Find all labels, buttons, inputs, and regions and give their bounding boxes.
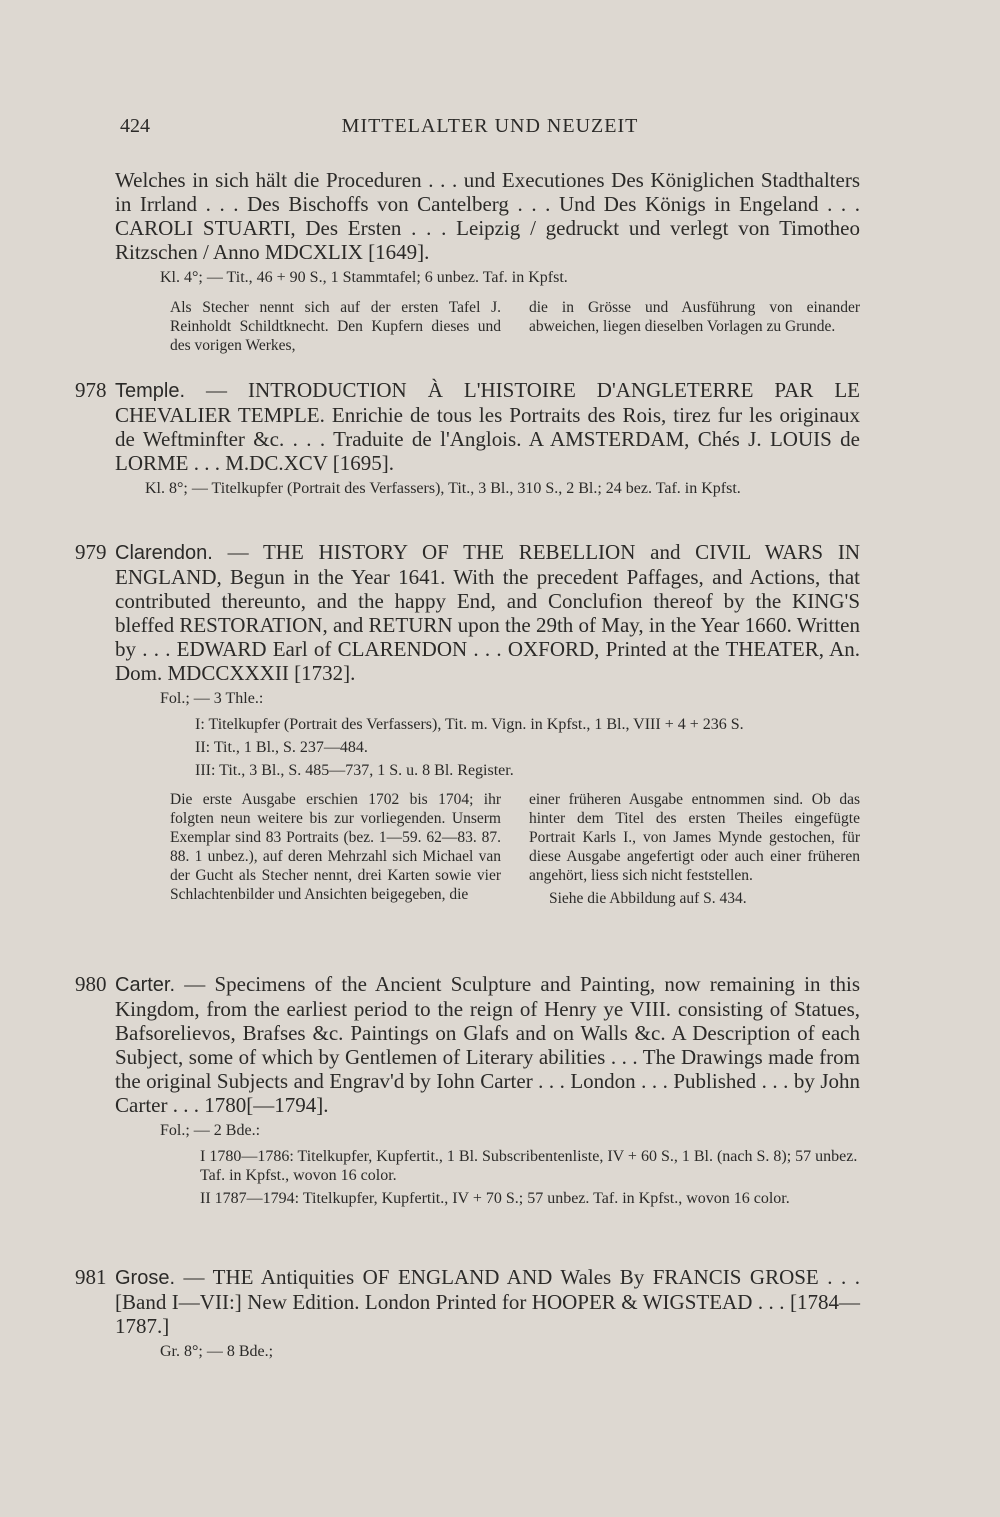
page-header bbox=[120, 115, 860, 145]
volume-item: III: Tit., 3 Bl., S. 485—737, 1 S. u. 8 Bl. Register. bbox=[195, 762, 514, 779]
note-left: Als Stecher nennt sich auf der ersten Tafel J. Reinholdt Schildtknecht. Den Kupfern dieses und des vorigen Werkes, bbox=[170, 299, 501, 354]
collation: Kl. 4°; — Tit., 46 + 90 S., 1 Stammtafel; 6 unbez. Taf. in Kpfst. bbox=[160, 269, 568, 286]
entry-author: Grose. bbox=[115, 1267, 176, 1289]
entry-text: Welches in sich hält die Proceduren . . . und Executiones Des Königlichen Stadthalters in Irrland . . . Des Bischoffs von Cantelberg . . . Und Des Königs in Engeland . . . CAROLI STUARTI, Des Ersten . . . Leipzig / gedruckt und verlegt von Timotheo Ritzschen / Anno MDCXLIX [1649]. bbox=[115, 168, 860, 264]
entry-number: 981 bbox=[75, 1265, 107, 1289]
entry-description: — THE Antiquities OF ENGLAND AND Wales By FRANCIS GROSE . . . [Band I—VII:] New Edition. London Printed for HOOPER & WIGSTEAD . . . [1784—1787.] bbox=[115, 1265, 860, 1338]
entry-text bbox=[115, 972, 860, 1117]
notes bbox=[170, 298, 860, 355]
collation: Kl. 8°; — Titelkupfer (Portrait des Verfassers), Tit., 3 Bl., 310 S., 2 Bl.; 24 bez. Taf. in Kpfst. bbox=[145, 480, 741, 497]
note-right: einer früheren Ausgabe entnommen sind. Ob das hinter dem Titel des ersten Theiles eingefügte Portrait Karls I., von James Mynde gestochen, für diese Ausgabe angefertigt oder auch einer früheren angehört, liess sich nicht feststellen. bbox=[529, 791, 860, 884]
entry-number: 980 bbox=[75, 972, 107, 996]
entry-text bbox=[115, 1265, 860, 1338]
volume-item: I: Titelkupfer (Portrait des Verfassers), Tit. m. Vign. in Kpfst., 1 Bl., VIII + 4 + 236 S. bbox=[195, 716, 744, 733]
entry-description: — THE HISTORY OF THE REBELLION and CIVIL WARS IN ENGLAND, Begun in the Year 1641. With the precedent Paffages, and Actions, that contributed thereunto, and the happy End, and Conclufion thereof by the KING'S bleffed RESTORATION, and RETURN upon the 29th of May, in the Year 1660. Written by . . . EDWARD Earl of CLARENDON . . . OXFORD, Printed at the THEATER, An. Dom. MDCCXXXII [1732]. bbox=[115, 540, 861, 685]
entry-author: Carter. bbox=[115, 974, 176, 996]
note-right-group bbox=[529, 790, 860, 908]
entry-number: 978 bbox=[75, 378, 107, 402]
running-title: MITTELALTER UND NEUZEIT bbox=[341, 115, 639, 137]
volume-item: II 1787—1794: Titelkupfer, Kupfertit., IV + 70 S.; 57 unbez. Taf. in Kpfst., wovon 16 color. bbox=[200, 1190, 790, 1207]
notes bbox=[170, 790, 860, 908]
volume-item: II: Tit., 1 Bl., S. 237—484. bbox=[195, 739, 368, 756]
entry-979 bbox=[75, 540, 861, 908]
note-right-reference: Siehe die Abbildung auf S. 434. bbox=[549, 890, 747, 907]
entry-978 bbox=[75, 378, 860, 499]
volume-list bbox=[195, 715, 860, 780]
volume-list bbox=[200, 1147, 860, 1208]
entry-author: Temple. bbox=[115, 380, 186, 402]
entry-author: Clarendon. bbox=[115, 542, 213, 564]
entry-text bbox=[115, 378, 860, 475]
collation: Fol.; — 2 Bde.: bbox=[160, 1122, 261, 1139]
entry-number: 979 bbox=[75, 540, 107, 564]
entry-981 bbox=[75, 1265, 860, 1362]
collation: Fol.; — 3 Thle.: bbox=[160, 690, 264, 707]
entry-980 bbox=[75, 972, 860, 1212]
page-number: 424 bbox=[120, 115, 150, 137]
collation: Gr. 8°; — 8 Bde.; bbox=[160, 1343, 274, 1360]
entry-description: — INTRODUCTION À L'HISTOIRE D'ANGLETERRE PAR LE CHEVALIER TEMPLE. Enrichie de tous les Portraits des Rois, tirez fur les originaux de Weftminfter &c. . . . Traduite de l'Anglois. A AMSTERDAM, Chés J. LOUIS de LORME . . . M.DC.XCV [1695]. bbox=[115, 378, 860, 475]
note-left: Die erste Ausgabe erschien 1702 bis 1704; ihr folgten neun weitere bis zur vorliegenden. Unserm Exemplar sind 83 Portraits (bez. 1—59. 62—83. 87. 88. 1 unbez.), auf deren Mehrzahl sich Michael van der Gucht als Stecher nennt, drei Karten sowie vier Schlachtenbilder und Ansichten beigegeben, die bbox=[170, 791, 501, 903]
entry-description: — Specimens of the Ancient Sculpture and Painting, now remaining in this Kingdom, from the earliest period to the reign of Henry ye VIII. consisting of Statues, Bafsorelievos, Brafses &c. Paintings on Glafs and on Walls &c. A Description of each Subject, some of which by Gentlemen of Literary abilities . . . The Drawings made from the original Subjects and Engrav'd by Iohn Carter . . . London . . . Published . . . by John Carter . . . 1780[—1794]. bbox=[115, 972, 860, 1117]
volume-item: I 1780—1786: Titelkupfer, Kupfertit., 1 Bl. Subscribentenliste, IV + 60 S., 1 Bl. (nach S. 8); 57 unbez. Taf. in Kpfst., wovon 16 color. bbox=[200, 1148, 858, 1184]
note-right: die in Grösse und Ausführung von einander abweichen, liegen dieselben Vorlagen zu Grunde. bbox=[529, 299, 860, 335]
entry-977-continuation bbox=[115, 168, 860, 355]
entry-text bbox=[115, 540, 860, 685]
